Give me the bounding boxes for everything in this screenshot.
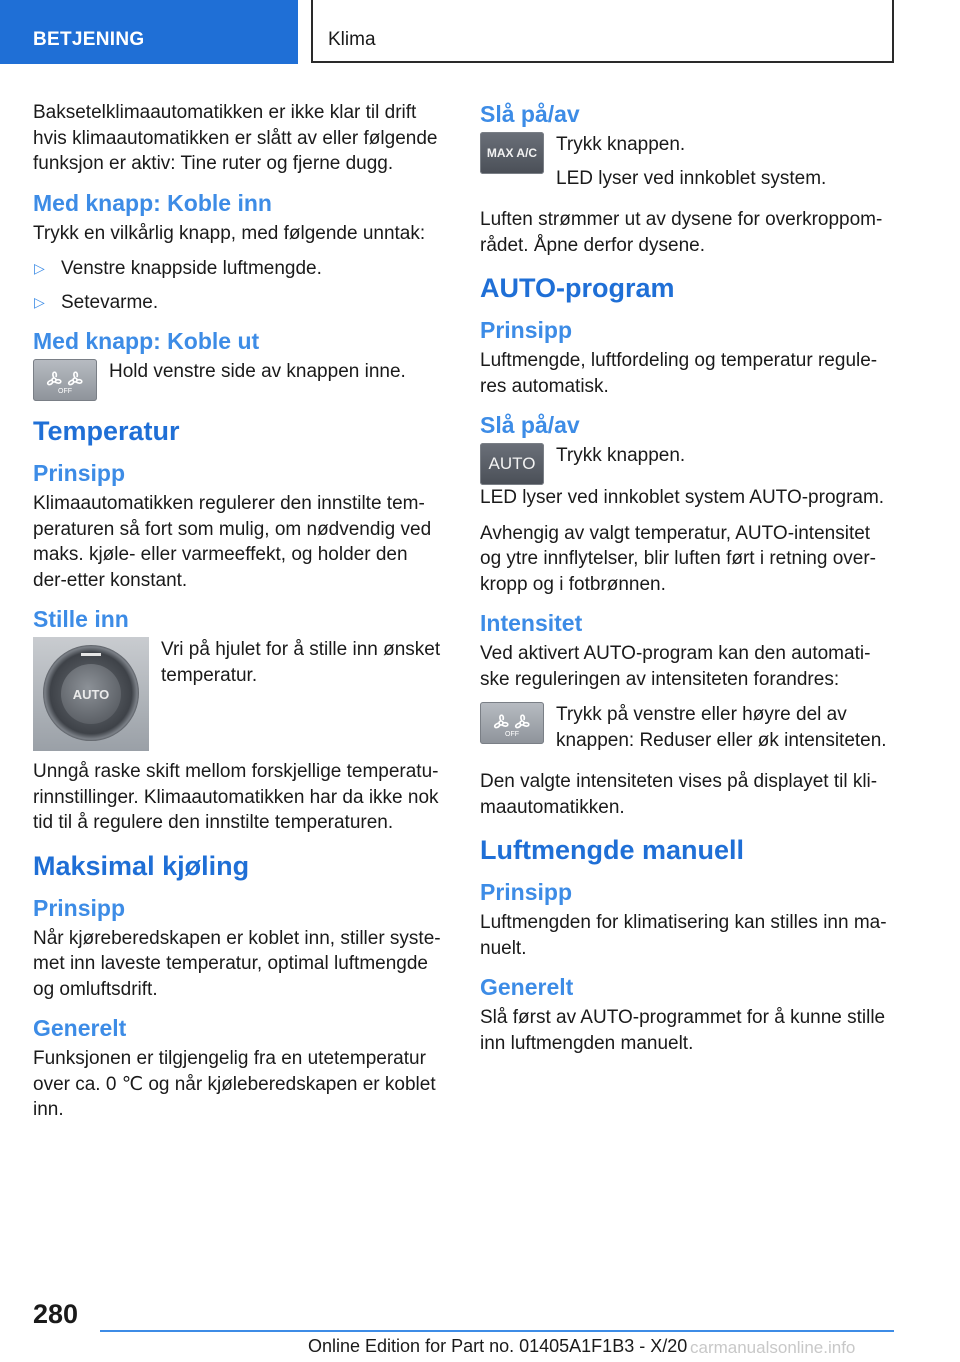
- temperature-principle-text: Klimaautomatikken regulerer den innstilte tem-peraturen så fort som mulig, om nødvendig ved maks. kjøle- eller varmeeffekt, og holder den der-etter konstant.: [33, 493, 432, 591]
- switch-off-row: [33, 359, 443, 401]
- fan-icon: [40, 365, 90, 395]
- auto-principle-text: Luftmengde, luftfordeling og temperatur regule-res automatisk.: [480, 350, 878, 397]
- heading-onoff: Slå på/av: [480, 101, 580, 127]
- watermark-text: carmanualsonline.info: [690, 1338, 856, 1357]
- switch-on-list: [33, 256, 443, 315]
- wheel-auto-label: AUTO: [72, 686, 110, 702]
- press-text: Trykk knappen.: [556, 134, 686, 155]
- set-text: Vri på hjulet for å stille inn ønsket temperatur.: [161, 639, 441, 686]
- section-title: BETJENING: [33, 29, 145, 50]
- page-number: 280: [33, 1299, 79, 1329]
- svg-text:OFF: OFF: [58, 388, 72, 395]
- heading-max-cooling: Maksimal kjøling: [33, 850, 250, 881]
- auto-button-label: AUTO: [488, 454, 536, 473]
- auto-press-text: Trykk knappen.: [556, 445, 686, 466]
- auto-row: [480, 443, 890, 485]
- list-item: ▷ Venstre knappside luftmengde.: [33, 256, 443, 282]
- intensity-text: Ved aktivert AUTO-program kan den automati-ske reguleringen av intensiteten forandres:: [480, 643, 871, 690]
- svg-text:OFF: OFF: [505, 731, 519, 738]
- heading-auto-onoff: Slå på/av: [480, 412, 580, 438]
- heading-manual-general: Generelt: [480, 974, 574, 1000]
- fan-off-button-icon: [33, 359, 97, 401]
- heading-manual-principle: Prinsipp: [480, 879, 573, 905]
- section-tab: [0, 0, 298, 64]
- air-flow-text: Luften strømmer ut av dysene for overkroppom-rådet. Åpne derfor dysene.: [480, 209, 883, 256]
- max-ac-button-icon: [480, 132, 544, 174]
- heading-intensity: Intensitet: [480, 610, 583, 636]
- heading-auto-program: AUTO-program: [480, 273, 675, 303]
- switch-on-text: Trykk en vilkårlig knapp, med følgende unntak:: [33, 222, 426, 244]
- chapter-tab: [311, 0, 894, 63]
- max-ac-label: MAX A/C: [486, 146, 538, 160]
- footer-rule: [100, 1330, 894, 1332]
- manual-general-text: Slå først av AUTO-programmet for å kunne stille inn luftmengden manuelt.: [480, 1007, 886, 1054]
- triangle-bullet-icon: ▷: [34, 260, 45, 276]
- right-column: [480, 100, 890, 1066]
- maxac-row: [480, 132, 890, 199]
- heading-manual-airflow: Luftmengde manuell: [480, 835, 745, 865]
- switch-off-text: Hold venstre side av knappen inne.: [109, 361, 406, 382]
- heading-set: Stille inn: [33, 606, 129, 632]
- triangle-bullet-icon: ▷: [34, 293, 45, 310]
- heading-switch-on: Med knapp: Koble inn: [33, 189, 272, 216]
- set-row: [33, 637, 443, 751]
- general-text: Funksjonen er tilgjengelig fra en utetemperatur over ca. 0 ℃ og når kjøleberedskapen er koblet inn.: [33, 1048, 436, 1120]
- intensity-press-text: Trykk på venstre eller høyre del av knappen: Reduser eller øk intensiteten.: [556, 704, 887, 751]
- heading-temperature-principle: Prinsipp: [33, 460, 126, 486]
- heading-max-principle: Prinsipp: [33, 894, 126, 921]
- auto-depends-text: Avhengig av valgt temperatur, AUTO-intensitet og ytre innflytelser, blir luften ført i retning over-kropp og i fotbrønnen.: [480, 522, 876, 595]
- heading-temperature: Temperatur: [33, 416, 180, 446]
- heading-general: Generelt: [33, 1015, 127, 1041]
- avoid-text: Unngå raske skift mellom forskjellige temperatu-rinnstillinger. Klimaautomatikken har da ikke nok tid til å regulere den innstilte temperaturen.: [33, 761, 439, 833]
- intensity-row: [480, 702, 890, 761]
- heading-auto-principle: Prinsipp: [480, 317, 573, 343]
- heading-switch-off: Med knapp: Koble ut: [33, 328, 260, 354]
- edition-text: Online Edition for Part no. 01405A1F1B3 - X/20: [308, 1336, 688, 1356]
- temperature-wheel-image: [33, 637, 149, 751]
- intensity-display-text: Den valgte intensiteten vises på displayet til kli-maautomatikken.: [480, 771, 878, 818]
- max-principle-text: Når kjøreberedskapen er koblet inn, stiller syste-met inn laveste temperatur, optimal luftmengde og omluftsdrift.: [33, 927, 441, 1000]
- intro-paragraph: Baksetelklimaautomatikken er ikke klar til drift hvis klimaautomatikken er slått av eller følgende funksjon er aktiv: Tine ruter og fjerne dugg.: [33, 102, 438, 174]
- minus-icon: [81, 653, 101, 656]
- auto-button-icon: [480, 443, 544, 485]
- left-column: [33, 100, 443, 1133]
- manual-principle-text: Luftmengden for klimatisering kan stilles inn ma-nuelt.: [480, 912, 887, 959]
- chapter-title: Klima: [328, 29, 376, 50]
- auto-led-text: LED lyser ved innkoblet system AUTO-program.: [480, 487, 885, 508]
- led-on-text: LED lyser ved innkoblet system.: [556, 167, 827, 189]
- list-item: ▷ Setevarme.: [33, 290, 443, 316]
- fan-icon: [487, 708, 537, 738]
- fan-intensity-button-icon: [480, 702, 544, 744]
